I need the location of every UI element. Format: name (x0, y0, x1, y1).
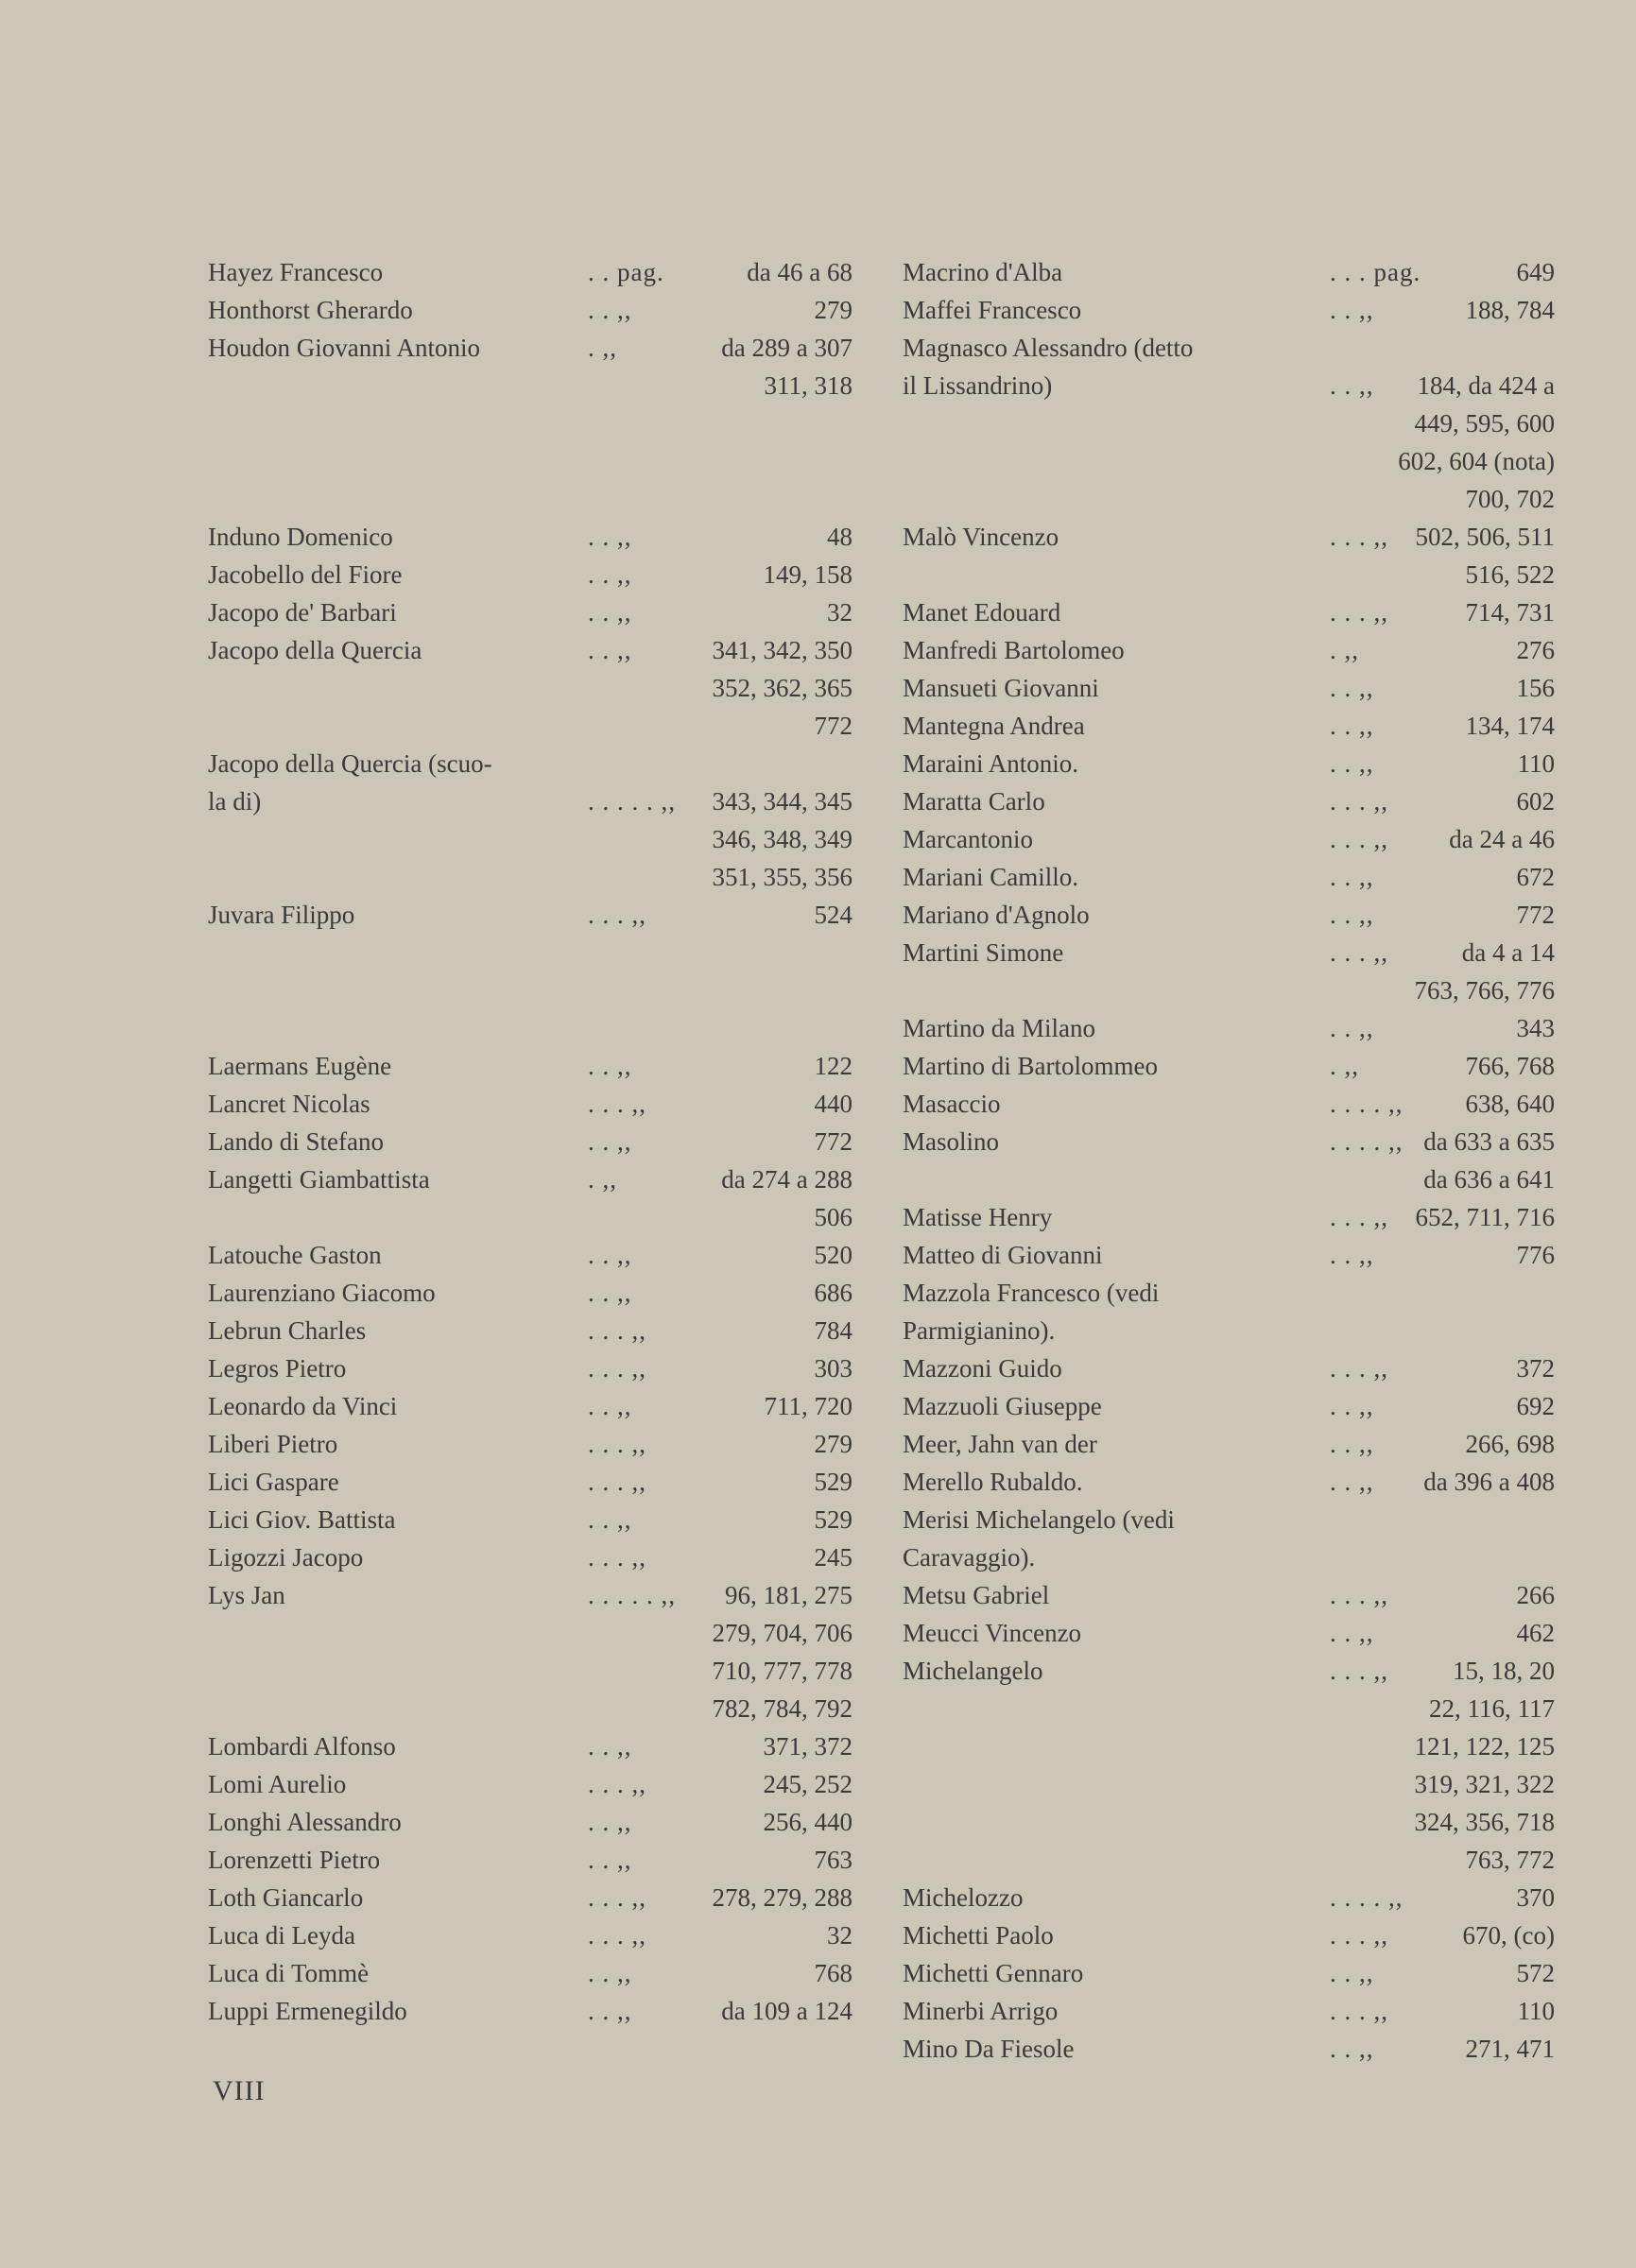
index-entry (903, 1236, 1555, 1274)
entry-leader: . . . pag. (1330, 258, 1421, 286)
entry-pages: 572 (1516, 1959, 1555, 1987)
index-entry (208, 1085, 852, 1123)
entry-pages: 276 (1516, 636, 1555, 664)
entry-name: Mino Da Fiesole (903, 2035, 1075, 2063)
entry-leader: . . . ,, (588, 1354, 646, 1383)
entry-name: Luca di Leyda (208, 1921, 355, 1950)
index-entry (903, 1274, 1555, 1349)
entry-leader: . . . . . ,, (588, 1581, 676, 1609)
entry-leader: . . . . ,, (1330, 1090, 1404, 1118)
entry-pages: 371, 372 (763, 1732, 852, 1761)
index-entry (208, 1160, 852, 1236)
entry-pages: 122 (814, 1052, 852, 1080)
entry-name: Lorenzetti Pietro (208, 1846, 381, 1874)
entry-name: Longhi Alessandro (208, 1808, 402, 1836)
entry-pages: 134, 174 (1465, 712, 1555, 740)
entry-pages: 520 (814, 1241, 852, 1269)
entry-name: Mansueti Giovanni (903, 674, 1099, 702)
index-entry (208, 1425, 852, 1463)
index-entry (903, 593, 1555, 631)
entry-pages: 15, 18, 20 22, 116, 117 121, 122, 125 319, 321, 322 324, 356, 718 763, 772 (1414, 1657, 1555, 1874)
entry-name: Jacopo della Quercia (scuo- la di) (208, 749, 492, 816)
entry-pages: 184, da 424 a 449, 595, 600 602, 604 (nota) 700, 702 (1398, 371, 1555, 513)
entry-pages: 524 (814, 901, 852, 929)
entry-name: Marcantonio (903, 825, 1033, 853)
entry-leader: . . ,, (588, 1052, 632, 1080)
entry-leader: . . ,, (1330, 901, 1374, 929)
index-entry (208, 1879, 852, 1916)
index-entry (208, 1576, 852, 1727)
index-entry (208, 593, 852, 631)
entry-pages: 670, (co) (1462, 1921, 1555, 1950)
index-entry (208, 1803, 852, 1841)
entry-name: Maraini Antonio. (903, 749, 1078, 778)
entry-name: Mazzoni Guido (903, 1354, 1062, 1383)
entry-leader: . . . ,, (1330, 598, 1388, 627)
index-entry (903, 707, 1555, 745)
section-gap (208, 934, 852, 1047)
entry-pages: 711, 720 (764, 1392, 852, 1420)
index-entry (903, 782, 1555, 820)
entry-pages: 48 (827, 523, 852, 551)
index-entry (903, 1614, 1555, 1652)
index-entry (903, 631, 1555, 669)
entry-pages: 245 (814, 1543, 852, 1572)
entry-name: Martino di Bartolommeo (903, 1052, 1158, 1080)
index-entry (903, 253, 1555, 291)
entry-name: Luca di Tommè (208, 1959, 370, 1987)
entry-name: Leonardo da Vinci (208, 1392, 398, 1420)
entry-name: Maffei Francesco (903, 296, 1082, 324)
entry-name: Matteo di Giovanni (903, 1241, 1103, 1269)
entry-leader: . . ,, (1330, 674, 1374, 702)
entry-pages: 776 (1516, 1241, 1555, 1269)
entry-name: Lancret Nicolas (208, 1090, 370, 1118)
entry-leader: . . . ,, (1330, 825, 1388, 853)
entry-name: Masaccio (903, 1090, 1001, 1118)
entry-pages: 279 (814, 296, 852, 324)
index-entry (208, 1841, 852, 1879)
entry-pages: 714, 731 (1465, 598, 1555, 627)
entry-name: Metsu Gabriel (903, 1581, 1050, 1609)
index-entry (208, 556, 852, 593)
entry-name: Laurenziano Giacomo (208, 1279, 436, 1307)
entry-pages: 766, 768 (1465, 1052, 1555, 1080)
entry-name: Laermans Eugène (208, 1052, 392, 1080)
entry-leader: . . ,, (1330, 749, 1374, 778)
entry-pages: 529 (814, 1468, 852, 1496)
entry-pages: 256, 440 (763, 1808, 852, 1836)
entry-leader: . . ,, (588, 1808, 632, 1836)
index-entry (903, 1652, 1555, 1879)
entry-name: Michetti Gennaro (903, 1959, 1084, 1987)
entry-name: Honthorst Gherardo (208, 296, 413, 324)
entry-pages: da 289 a 307 311, 318 (721, 334, 852, 400)
index-entry (208, 329, 852, 404)
entry-name: Induno Domenico (208, 523, 393, 551)
index-entry (903, 1954, 1555, 1992)
entry-name: Magnasco Alessandro (detto il Lissandrino) (903, 334, 1194, 400)
entry-name: Langetti Giambattista (208, 1165, 430, 1194)
entry-pages: 652, 711, 716 (1415, 1203, 1555, 1231)
index-entry (903, 1576, 1555, 1614)
entry-name: Jacopo della Quercia (208, 636, 422, 664)
index-entry (208, 1992, 852, 2030)
index-entry (903, 1387, 1555, 1425)
entry-name: Hayez Francesco (208, 258, 384, 286)
entry-leader: . . . . ,, (1330, 1883, 1404, 1912)
index-entry (208, 1954, 852, 1992)
section-gap (208, 404, 852, 518)
entry-name: Martini Simone (903, 938, 1064, 967)
entry-leader: . . . ,, (1330, 938, 1388, 967)
entry-pages: 279 (814, 1430, 852, 1458)
entry-name: Matisse Henry (903, 1203, 1053, 1231)
entry-pages: 529 (814, 1505, 852, 1534)
entry-leader: . . ,, (588, 523, 632, 551)
index-entry (903, 291, 1555, 329)
entry-leader: . . . ,, (588, 1468, 646, 1496)
entry-name: Minerbi Arrigo (903, 1997, 1059, 2025)
index-entry (903, 329, 1555, 518)
index-column-left (208, 253, 852, 2030)
entry-leader: . . ,, (588, 560, 632, 589)
index-entry (903, 1047, 1555, 1085)
entry-leader: . . . ,, (1330, 1354, 1388, 1383)
entry-name: Lici Giov. Battista (208, 1505, 396, 1534)
entry-name: Macrino d'Alba (903, 258, 1063, 286)
index-entry (903, 1123, 1555, 1198)
entry-leader: . . ,, (1330, 1468, 1374, 1496)
entry-pages: 245, 252 (763, 1770, 852, 1798)
entry-leader: . . . ,, (1330, 787, 1388, 816)
entry-pages: 188, 784 (1465, 296, 1555, 324)
entry-pages: 672 (1516, 863, 1555, 891)
index-entry (208, 1387, 852, 1425)
entry-leader: . . . ,, (588, 1543, 646, 1572)
index-entry (208, 1349, 852, 1387)
entry-name: Merello Rubaldo. (903, 1468, 1083, 1496)
entry-leader: . ,, (588, 1165, 617, 1194)
entry-pages: 343, 344, 345 346, 348, 349 351, 355, 356 (712, 787, 852, 891)
entry-leader: . . ,, (1330, 863, 1374, 891)
entry-name: Ligozzi Jacopo (208, 1543, 364, 1572)
entry-leader: . . ,, (1330, 1241, 1374, 1269)
entry-leader: . . ,, (1330, 371, 1374, 400)
entry-pages: 32 (827, 598, 852, 627)
entry-name: Loth Giancarlo (208, 1883, 364, 1912)
entry-pages: 602 (1516, 787, 1555, 816)
entry-leader: . . ,, (588, 1279, 632, 1307)
entry-leader: . . . ,, (588, 1316, 646, 1345)
index-entry (208, 1312, 852, 1349)
index-entry (903, 1009, 1555, 1047)
entry-pages: 372 (1516, 1354, 1555, 1383)
index-entry (208, 896, 852, 934)
index-entry (903, 518, 1555, 593)
entry-leader: . . . ,, (588, 1921, 646, 1950)
entry-pages: 768 (814, 1959, 852, 1987)
index-entry (903, 669, 1555, 707)
index-entry (208, 1538, 852, 1576)
entry-leader: . . . ,, (1330, 1921, 1388, 1950)
entry-leader: . . . ,, (1330, 1581, 1388, 1609)
entry-leader: . . ,, (588, 598, 632, 627)
entry-pages: da 46 a 68 (747, 258, 852, 286)
entry-leader: . ,, (1330, 636, 1359, 664)
index-entry (903, 858, 1555, 896)
entry-pages: da 4 a 14 763, 766, 776 (1414, 938, 1555, 1005)
entry-leader: . . . ,, (1330, 1203, 1388, 1231)
entry-leader: . . ,, (588, 1959, 632, 1987)
entry-name: Michetti Paolo (903, 1921, 1054, 1950)
entry-leader: . . ,, (1330, 1392, 1374, 1420)
entry-leader: . . . ,, (588, 901, 646, 929)
entry-name: Mariani Camillo. (903, 863, 1078, 891)
index-entry (903, 934, 1555, 1009)
entry-leader: . . ,, (588, 636, 632, 664)
entry-name: Mazzola Francesco (vedi Parmigianino). (903, 1279, 1160, 1345)
entry-pages: 278, 279, 288 (712, 1883, 852, 1912)
entry-leader: . . ,, (1330, 1014, 1374, 1042)
entry-name: Merisi Michelangelo (vedi Caravaggio). (903, 1505, 1175, 1572)
entry-pages: 110 (1517, 749, 1555, 778)
entry-pages: 343 (1516, 1014, 1555, 1042)
index-entry (903, 1463, 1555, 1501)
entry-name: Legros Pietro (208, 1354, 347, 1383)
entry-leader: . . . ,, (588, 1770, 646, 1798)
entry-name: Jacobello del Fiore (208, 560, 403, 589)
entry-name: Masolino (903, 1127, 1000, 1156)
entry-pages: 96, 181, 275 279, 704, 706 710, 777, 778 782, 784, 792 (712, 1581, 852, 1723)
entry-leader: . . . ,, (1330, 1657, 1388, 1685)
entry-pages: 156 (1516, 674, 1555, 702)
entry-name: Michelangelo (903, 1657, 1043, 1685)
index-entry (208, 1123, 852, 1160)
entry-leader: . . ,, (1330, 712, 1374, 740)
entry-leader: . . ,, (1330, 296, 1374, 324)
entry-leader: . . ,, (588, 1241, 632, 1269)
entry-name: Houdon Giovanni Antonio (208, 334, 480, 362)
entry-leader: . . ,, (1330, 1619, 1374, 1647)
entry-leader: . . ,, (1330, 1959, 1374, 1987)
entry-leader: . . pag. (588, 258, 664, 286)
entry-pages: 686 (814, 1279, 852, 1307)
entry-leader: . . . ,, (1330, 1997, 1388, 2025)
entry-name: Manet Edouard (903, 598, 1061, 627)
entry-name: Lys Jan (208, 1581, 285, 1609)
entry-leader: . . . ,, (588, 1883, 646, 1912)
entry-pages: 440 (814, 1090, 852, 1118)
entry-pages: 110 (1517, 1997, 1555, 2025)
entry-name: Liberi Pietro (208, 1430, 338, 1458)
entry-name: Jacopo de' Barbari (208, 598, 397, 627)
entry-pages: 271, 471 (1465, 2035, 1555, 2063)
entry-name: Meer, Jahn van der (903, 1430, 1097, 1458)
index-entry (208, 1047, 852, 1085)
entry-pages: 784 (814, 1316, 852, 1345)
index-entry (903, 1085, 1555, 1123)
index-entry (208, 253, 852, 291)
index-entry (208, 518, 852, 556)
entry-pages: 502, 506, 511 516, 522 (1415, 523, 1555, 589)
entry-leader: . . . ,, (588, 1430, 646, 1458)
index-entry (903, 1198, 1555, 1236)
index-column-right (903, 253, 1555, 2068)
entry-pages: 32 (827, 1921, 852, 1950)
index-entry (903, 1992, 1555, 2030)
index-entry (903, 2030, 1555, 2068)
entry-pages: 149, 158 (763, 560, 852, 589)
entry-pages: da 109 a 124 (721, 1997, 852, 2025)
entry-name: Mariano d'Agnolo (903, 901, 1090, 929)
entry-name: Lici Gaspare (208, 1468, 339, 1496)
index-entry (208, 631, 852, 745)
entry-leader: . . ,, (1330, 2035, 1374, 2063)
entry-name: Mazzuoli Giuseppe (903, 1392, 1102, 1420)
index-entry (903, 820, 1555, 858)
entry-name: Lomi Aurelio (208, 1770, 347, 1798)
entry-pages: 303 (814, 1354, 852, 1383)
entry-pages: da 24 a 46 (1449, 825, 1555, 853)
entry-name: Malò Vincenzo (903, 523, 1059, 551)
entry-leader: . . . . . ,, (588, 787, 676, 816)
index-entry (208, 745, 852, 896)
index-entry (903, 1916, 1555, 1954)
entry-pages: 638, 640 (1465, 1090, 1555, 1118)
index-entry (903, 1349, 1555, 1387)
entry-name: Latouche Gaston (208, 1241, 382, 1269)
entry-leader: . ,, (588, 334, 617, 362)
entry-leader: . . ,, (588, 1732, 632, 1761)
entry-pages: 649 (1516, 258, 1555, 286)
entry-pages: 692 (1516, 1392, 1555, 1420)
index-entry (903, 1425, 1555, 1463)
index-entry (208, 1765, 852, 1803)
index-entry (903, 745, 1555, 782)
entry-name: Manfredi Bartolomeo (903, 636, 1125, 664)
index-entry (903, 896, 1555, 934)
entry-pages: 266 (1516, 1581, 1555, 1609)
entry-leader: . . ,, (588, 1846, 632, 1874)
entry-leader: . . ,, (588, 296, 632, 324)
entry-pages: 763 (814, 1846, 852, 1874)
entry-name: Martino da Milano (903, 1014, 1095, 1042)
entry-leader: . . ,, (588, 1505, 632, 1534)
index-entry (208, 1463, 852, 1501)
entry-leader: . . . ,, (1330, 523, 1388, 551)
entry-leader: . . . . ,, (1330, 1127, 1404, 1156)
entry-pages: 266, 698 (1465, 1430, 1555, 1458)
entry-pages: 772 (1516, 901, 1555, 929)
entry-leader: . . ,, (588, 1997, 632, 2025)
page-folio: VIII (213, 2075, 266, 2106)
entry-leader: . ,, (1330, 1052, 1359, 1080)
entry-pages: 370 (1516, 1883, 1555, 1912)
entry-name: Michelozzo (903, 1883, 1024, 1912)
entry-leader: . . . ,, (588, 1090, 646, 1118)
index-entry (208, 1501, 852, 1538)
entry-pages: 462 (1516, 1619, 1555, 1647)
entry-name: Maratta Carlo (903, 787, 1045, 816)
entry-name: Lando di Stefano (208, 1127, 384, 1156)
entry-name: Mantegna Andrea (903, 712, 1085, 740)
entry-name: Luppi Ermenegildo (208, 1997, 407, 2025)
entry-pages: 772 (814, 1127, 852, 1156)
entry-name: Lebrun Charles (208, 1316, 367, 1345)
entry-pages: da 396 a 408 (1423, 1468, 1555, 1496)
index-entry (208, 1916, 852, 1954)
index-entry (903, 1879, 1555, 1916)
entry-name: Meucci Vincenzo (903, 1619, 1082, 1647)
index-entry (208, 291, 852, 329)
entry-name: Juvara Filippo (208, 901, 355, 929)
entry-pages: 341, 342, 350 352, 362, 365 772 (712, 636, 852, 740)
index-entry (208, 1236, 852, 1274)
entry-leader: . . ,, (1330, 1430, 1374, 1458)
entry-leader: . . ,, (588, 1127, 632, 1156)
index-entry (208, 1727, 852, 1765)
entry-name: Lombardi Alfonso (208, 1732, 396, 1761)
entry-leader: . . ,, (588, 1392, 632, 1420)
entry-pages: da 274 a 288 506 (721, 1165, 852, 1231)
entry-pages: da 633 a 635 da 636 a 641 (1423, 1127, 1555, 1194)
index-entry (903, 1501, 1555, 1576)
index-entry (208, 1274, 852, 1312)
